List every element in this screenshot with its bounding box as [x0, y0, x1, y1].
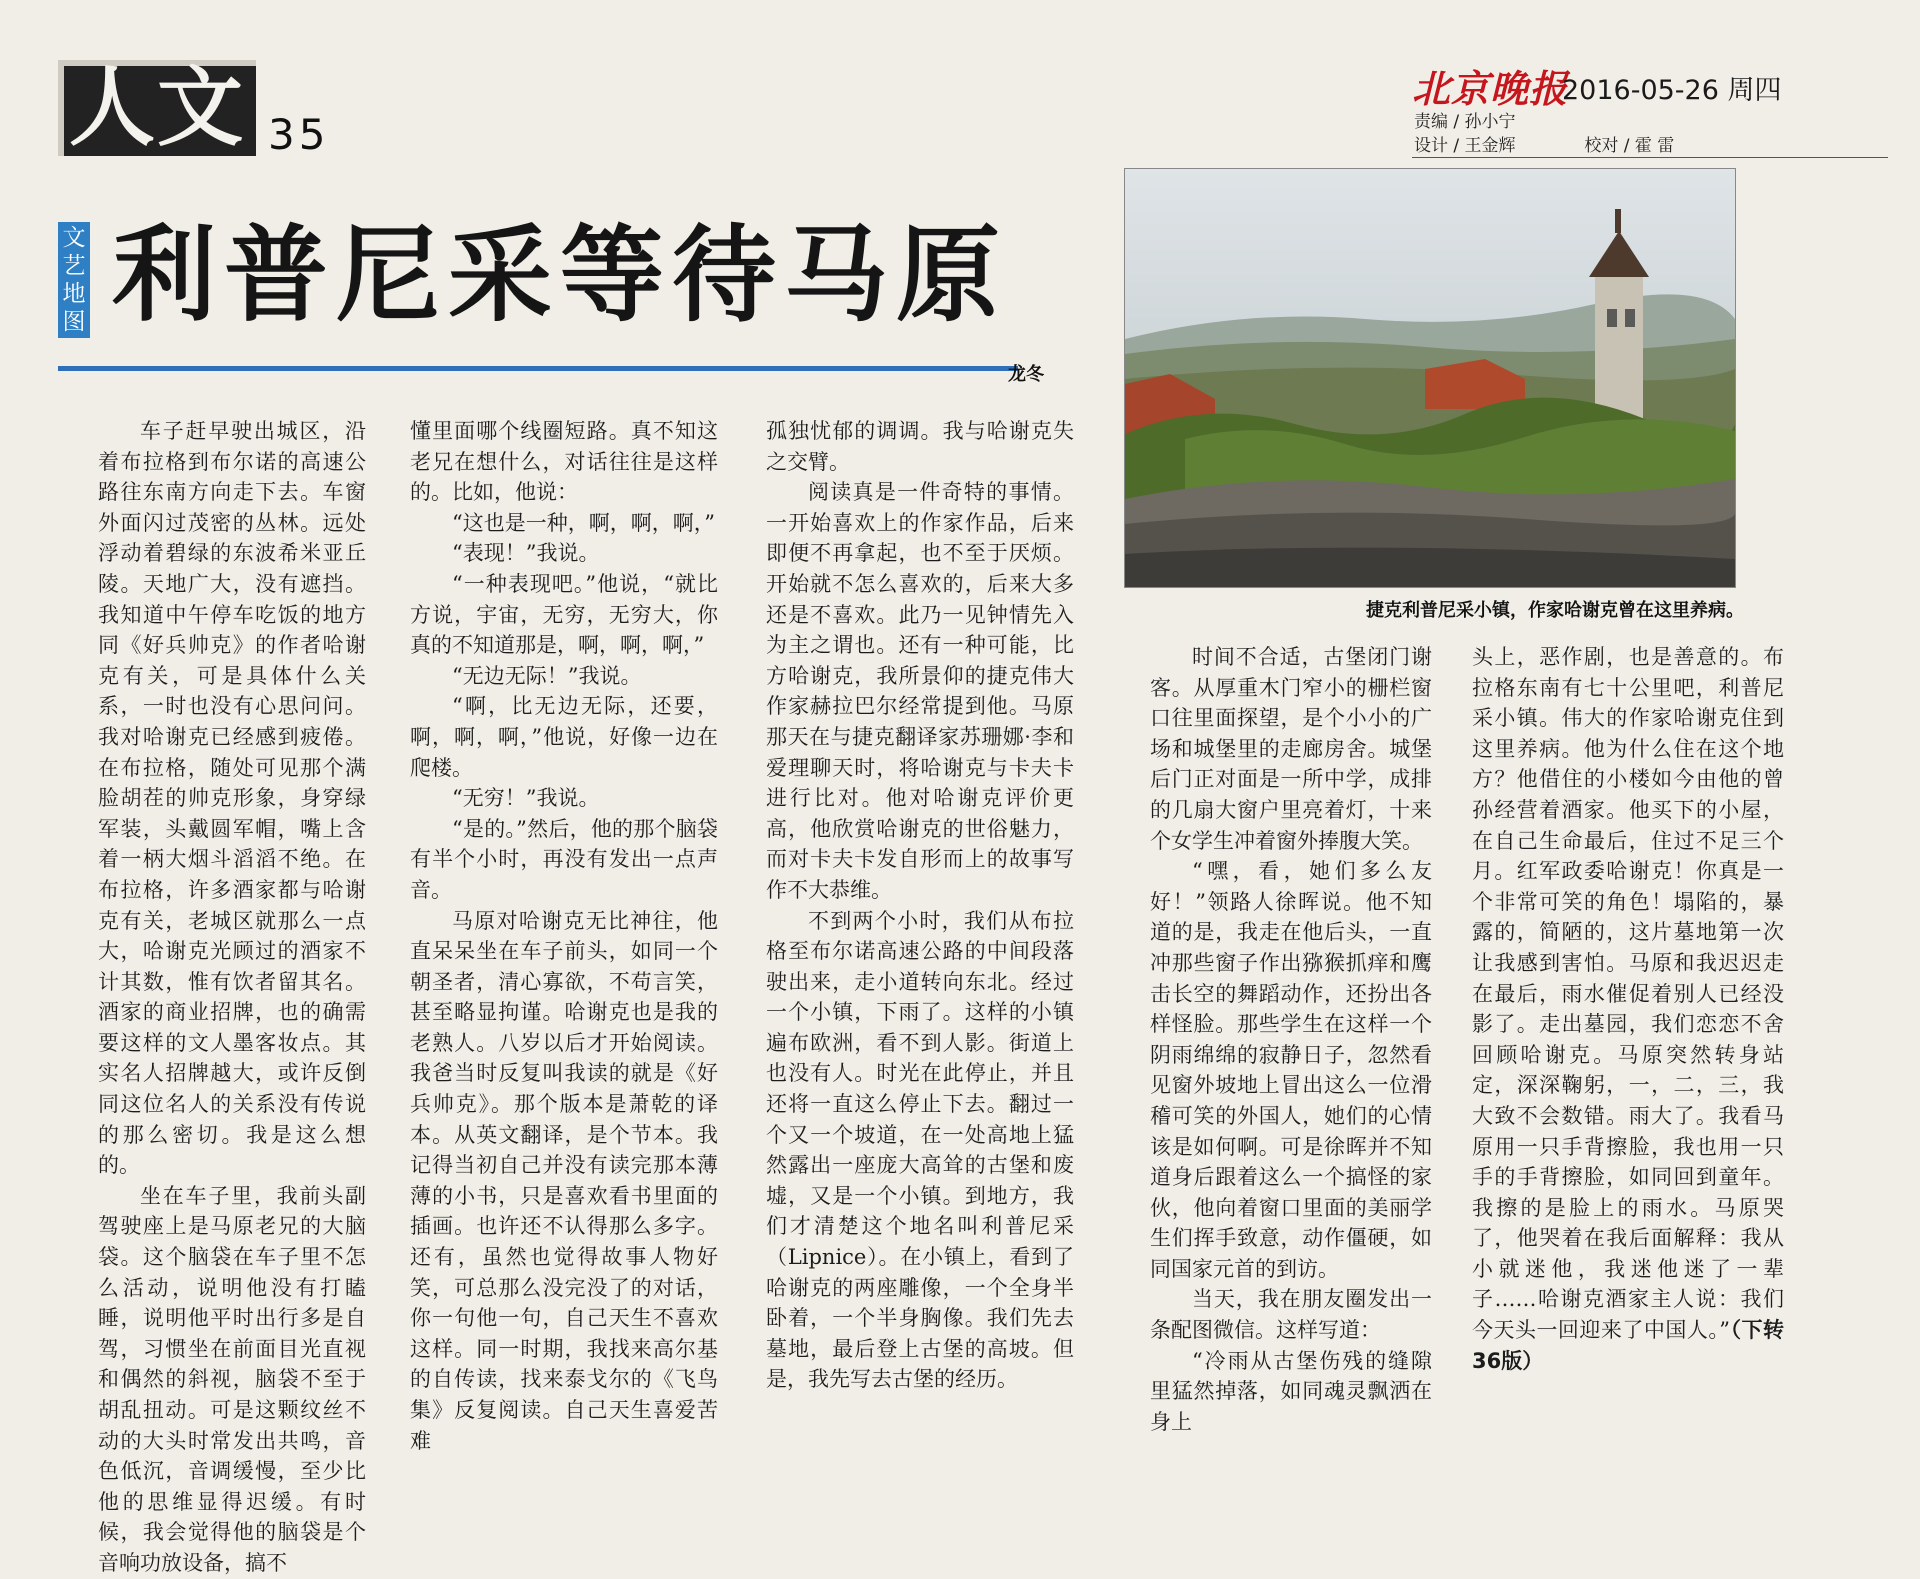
- paragraph: “无边无际！”我说。: [452, 663, 642, 688]
- article-column-4: [1150, 642, 1432, 1437]
- paragraph: 孤独忧郁的调调。我与哈谢克失之交臂。: [766, 419, 1074, 474]
- credit-row-editor: [1414, 110, 1874, 134]
- town-landscape-image: [1125, 169, 1735, 587]
- proofreader-name: 霍 雷: [1634, 136, 1675, 156]
- paragraph: 阅读真是一件奇特的事情。一开始喜欢上的作家作品，后来即便不再拿起，也不至于厌烦。开始就不怎么喜欢的，后来大多还是不喜欢。此乃一见钟情先入为主之谓也。还有一种可能，比方哈谢克，我所景仰的捷克伟大作家赫拉巴尔经常提到他。马原那天在与捷克翻译家苏珊娜·李和爱理聊天时，将哈谢克与卡夫卡进行比对。他对哈谢克评价更高，他欣赏哈谢克的世俗魅力，而对卡夫卡发自形而上的故事写作不大恭维。: [766, 480, 1074, 902]
- staff-credits: [1414, 110, 1874, 158]
- paragraph: “无穷！”我说。: [452, 786, 600, 811]
- column-tag-char: 地: [62, 281, 86, 307]
- article-title: 利普尼采等待马原: [112, 213, 1009, 336]
- title-underline: [58, 366, 1018, 371]
- design-label: 设计: [1414, 136, 1448, 156]
- column-tag-char: 图: [62, 309, 86, 335]
- paragraph: “表现！”我说。: [452, 541, 600, 566]
- paragraph: “啊，比无边无际，还要，啊，啊，啊，”他说，好像一边在爬楼。: [410, 694, 718, 780]
- paragraph: 时间不合适，古堡闭门谢客。从厚重木门窄小的栅栏窗口往里面探望，是个小小的广场和城堡里的走廊房舍。城堡后门正对面是一所中学，成排的几扇大窗户里亮着灯，十来个女学生冲着窗外捧腹大笑。: [1150, 645, 1432, 853]
- article-column-5: [1472, 642, 1784, 1376]
- proof-label: 校对: [1584, 136, 1619, 156]
- credit-separator: /: [1618, 136, 1635, 156]
- newspaper-masthead: 北京晚报: [1412, 66, 1569, 111]
- article-column-3: [766, 416, 1074, 1395]
- paragraph: 懂里面哪个线圈短路。真不知这老兄在想什么，对话往往是这样的。比如，他说：: [410, 419, 718, 505]
- designer-name: 王金辉: [1464, 136, 1516, 156]
- credit-row-design: [1414, 134, 1874, 158]
- publication-date: 2016-05-26 周四: [1562, 75, 1782, 106]
- section-title: 人文: [58, 60, 256, 156]
- article-byline: 龙冬: [1008, 364, 1044, 385]
- continued-on-page: （下转36版）: [1472, 1318, 1784, 1373]
- column-tag-char: 文: [62, 225, 86, 251]
- credit-separator: /: [1448, 112, 1465, 132]
- paragraph-text: 头上，恶作剧，也是善意的。布拉格东南有七十公里吧，利普尼采小镇。伟大的作家哈谢克住到这里养病。他为什么住在这个地方？他借住的小楼如今由他的曾孙经营着酒家。他买下的小屋，在自己生命最后，住过不足三个月。红军政委哈谢克！你真是一个非常可笑的角色！塌陷的，暴露的，简陋的，这片墓地第一次让我感到害怕。马原和我迟迟走在最后，雨水催促着别人已经没影了。走出墓园，我们恋恋不舍回顾哈谢克。马原突然转身站定，深深鞠躬，一，二，三，我大致不会数错。雨大了。我看马原用一只手背擦脸，我也用一只手的手背擦脸，如同回到童年。我擦的是脸上的雨水。马原哭了，他哭着在我后面解释：我从小就迷他，我迷他迷了一辈子……哈谢克酒家主人说：我们今天头一回迎来了中国人。”: [1472, 645, 1784, 1343]
- credit-divider: [1412, 157, 1888, 158]
- article-column-1: [98, 416, 366, 1579]
- paragraph: “这也是一种，啊，啊，啊，”: [452, 510, 715, 535]
- paragraph: “嘿，看，她们多么友好！”领路人徐晖说。他不知道的是，我走在他后头，一直冲那些窗子作出猕猴抓痒和鹰击长空的舞蹈动作，还扮出各样怪脸。那些学生在这样一个阴雨绵绵的寂静日子，忽然看见窗外坡地上冒出这么一位滑稽可笑的外国人，她们的心情该是如何啊。可是徐晖并不知道身后跟着这么一个搞怪的家伙，他向着窗口里面的美丽学生们挥手致意，动作僵硬，如同国家元首的到访。: [1150, 859, 1432, 1281]
- paragraph: [1472, 642, 1784, 1376]
- page-number: 35: [268, 110, 330, 159]
- column-tag-char: 艺: [62, 253, 86, 279]
- article-column-2: [410, 416, 718, 1456]
- paragraph: 不到两个小时，我们从布拉格至布尔诺高速公路的中间段落驶出来，走小道转向东北。经过一个小镇，下雨了。这样的小镇遍布欧洲，看不到人影。街道上也没有人。时光在此停止，并且还将一直这么停止下去。翻过一个又一个坡道，在一处高地上猛然露出一座庞大高耸的古堡和废墟，又是一个小镇。到地方，我们才清楚这个地名叫利普尼采（Lipnice）。在小镇上，看到了哈谢克的两座雕像，一个全身半卧着，一个半身胸像。我们先去墓地，最后登上古堡的高坡。但是，我先写去古堡的经历。: [766, 908, 1074, 1392]
- paragraph: 当天，我在朋友圈发出一条配图微信。这样写道：: [1150, 1287, 1432, 1343]
- editor-name: 孙小宁: [1464, 112, 1516, 132]
- paragraph: 坐在车子里，我前头副驾驶座上是马原老兄的大脑袋。这个脑袋在车子里不怎么活动，说明他没有打瞌睡，说明他平时出行多是自驾，习惯坐在前面目光直视和偶然的斜视，脑袋不至于胡乱扭动。可是这颗纹丝不动的大头时常发出共鸣，音色低沉，音调缓慢，至少比他的思维显得迟缓。有时候，我会觉得他的脑袋是个音响功放设备，搞不: [98, 1183, 366, 1575]
- article-photo: [1124, 168, 1736, 588]
- paragraph: 车子赶早驶出城区，沿着布拉格到布尔诺的高速公路往东南方向走下去。车窗外面闪过茂密的丛林。远处浮动着碧绿的东波希米亚丘陵。天地广大，没有遮挡。我知道中午停车吃饭的地方同《好兵帅克》的作者哈谢克有关，可是具体什么关系，一时也没有心思问问。我对哈谢克已经感到疲倦。在布拉格，随处可见那个满脸胡茬的帅克形象，身穿绿军装，头戴圆军帽，嘴上含着一柄大烟斗滔滔不绝。在布拉格，许多酒家都与哈谢克有关，老城区就那么一点大，哈谢克光顾过的酒家不计其数，惟有饮者留其名。酒家的商业招牌，也的确需要这样的文人墨客妆点。其实名人招牌越大，或许反倒同这位名人的关系没有传说的那么密切。我是这么想的。: [98, 419, 366, 1178]
- paragraph: 马原对哈谢克无比神往，他直呆呆坐在车子前头，如同一个朝圣者，清心寡欲，不苟言笑，甚至略显拘谨。哈谢克也是我的老熟人。八岁以后才开始阅读。我爸当时反复叫我读的就是《好兵帅克》。那个版本是萧乾的译本。从英文翻译，是个节本。我记得当初自己并没有读完那本薄薄的小书，只是喜欢看书里面的插画。也许还不认得那么多字。还有，虽然也觉得故事人物好笑，可总那么没完没了的对话，你一句他一句，自己天生不喜欢这样。同一时期，我找来高尔基的自传读，找来泰戈尔的《飞鸟集》反复阅读。自己天生喜爱苦难: [410, 908, 718, 1453]
- editor-label: 责编: [1414, 112, 1448, 132]
- paragraph: “冷雨从古堡伤残的缝隙里猛然掉落，如同魂灵飘洒在身上: [1150, 1348, 1432, 1434]
- photo-caption: 捷克利普尼采小镇，作家哈谢克曾在这里养病。: [1366, 600, 1744, 621]
- column-tag: [58, 222, 90, 338]
- credit-separator: /: [1448, 136, 1465, 156]
- paragraph: “一种表现吧。”他说，“就比方说，宇宙，无穷，无穷大，你真的不知道那是，啊，啊，啊，”: [410, 571, 718, 658]
- paragraph: “是的。”然后，他的那个脑袋有半个小时，再没有发出一点声音。: [410, 816, 718, 902]
